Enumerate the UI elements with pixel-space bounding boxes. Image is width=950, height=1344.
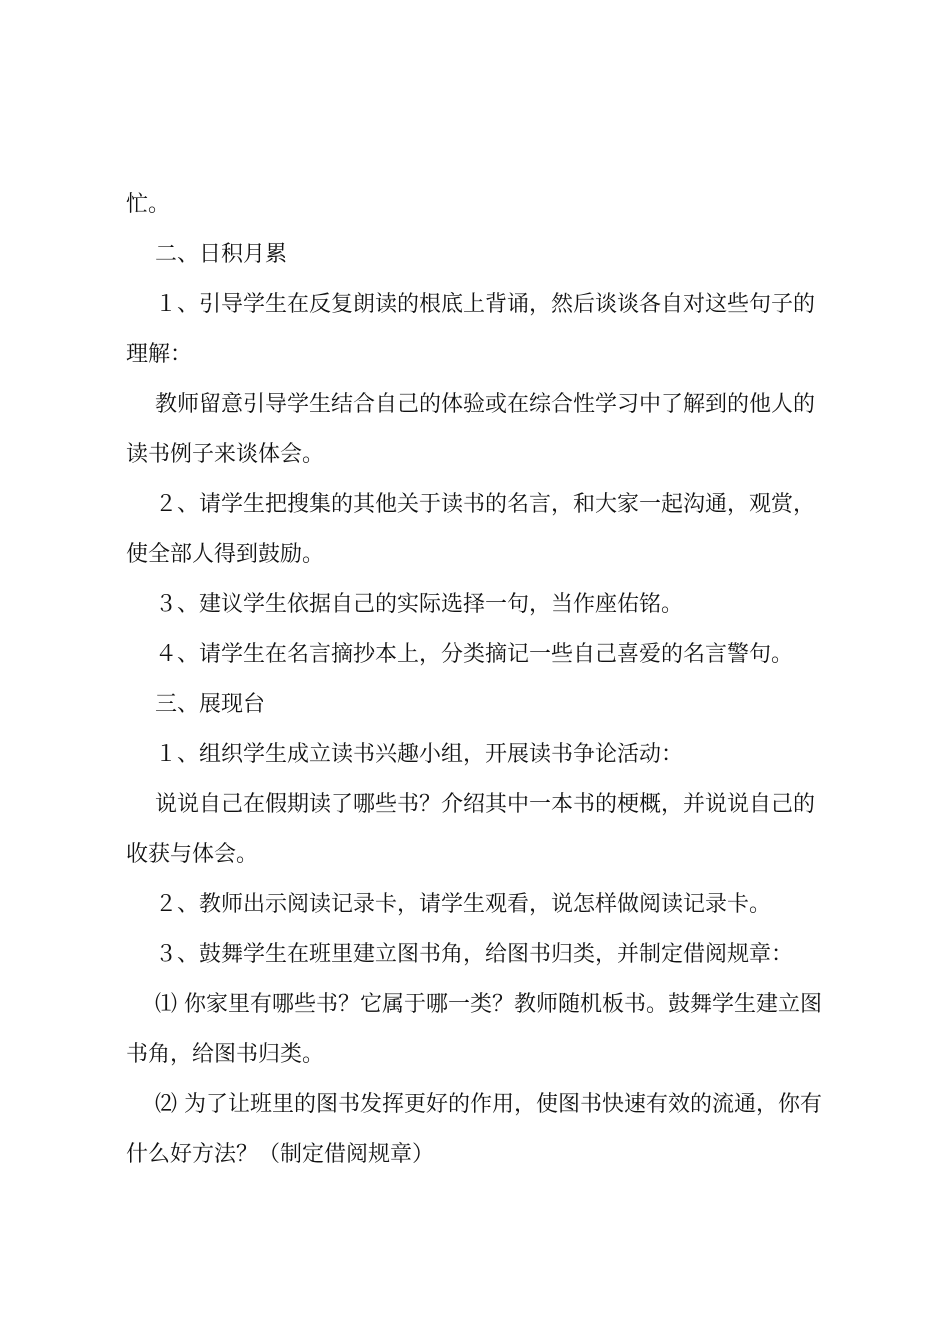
paragraph-line: 忙。 — [126, 192, 171, 217]
paragraph-line: １、引导学生在反复朗读的根底上背诵，然后谈谈各自对这些句子的 — [155, 292, 816, 317]
paragraph-line: ４、请学生在名言摘抄本上，分类摘记一些自己喜爱的名言警句。 — [155, 642, 794, 667]
paragraph-line: ３、建议学生依据自己的实际选择一句，当作座佑铭。 — [155, 592, 684, 617]
paragraph-line: ３、鼓舞学生在班里建立图书角，给图书归类，并制定借阅规章： — [155, 942, 794, 967]
section-heading: 三、展现台 — [155, 692, 266, 717]
paragraph-line: ２、教师出示阅读记录卡，请学生观看，说怎样做阅读记录卡。 — [155, 892, 772, 917]
paragraph-line: ⑴ 你家里有哪些书？它属于哪一类？教师随机板书。鼓舞学生建立图 — [155, 992, 822, 1017]
paragraph-line: 教师留意引导学生结合自己的体验或在综合性学习中了解到的他人的 — [155, 392, 816, 417]
paragraph-line: 理解： — [126, 342, 193, 367]
paragraph-line: 使全部人得到鼓励。 — [126, 542, 325, 567]
paragraph-line: 什么好方法？（制定借阅规章） — [126, 1142, 435, 1167]
paragraph-line: ２、请学生把搜集的其他关于读书的名言，和大家一起沟通，观赏， — [155, 492, 816, 517]
paragraph-line: １、组织学生成立读书兴趣小组，开展读书争论活动： — [155, 742, 684, 767]
paragraph-line: 读书例子来谈体会。 — [126, 442, 325, 467]
section-heading: 二、日积月累 — [155, 242, 288, 267]
paragraph-line: ⑵ 为了让班里的图书发挥更好的作用，使图书快速有效的流通，你有 — [155, 1092, 822, 1117]
paragraph-line: 书角，给图书归类。 — [126, 1042, 325, 1067]
paragraph-line: 收获与体会。 — [126, 842, 259, 867]
paragraph-line: 说说自己在假期读了哪些书？介绍其中一本书的梗概，并说说自己的 — [155, 792, 816, 817]
